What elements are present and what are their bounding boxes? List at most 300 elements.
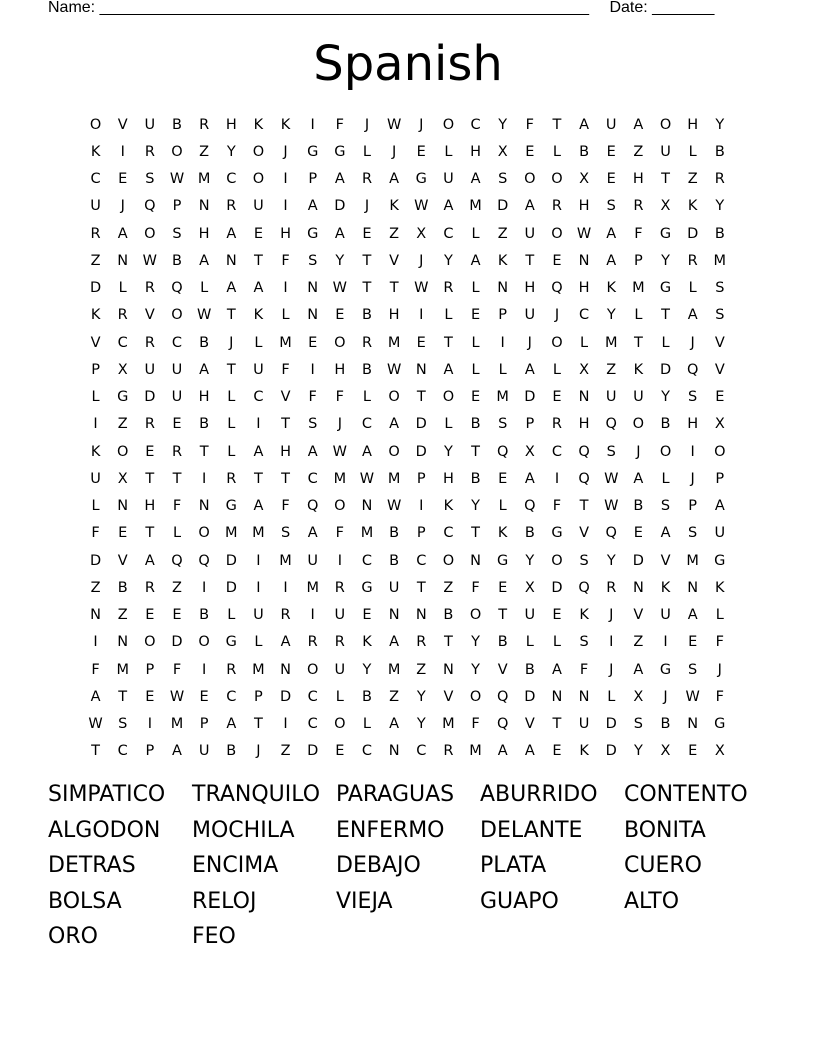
grid-letter[interactable]: E <box>416 334 426 351</box>
grid-letter[interactable]: I <box>93 634 98 651</box>
grid-letter[interactable]: R <box>144 334 155 351</box>
grid-letter[interactable]: F <box>308 389 317 406</box>
grid-letter[interactable]: P <box>498 307 508 324</box>
grid-letter[interactable]: R <box>144 579 155 596</box>
grid-letter[interactable]: U <box>144 116 156 133</box>
grid-letter[interactable]: C <box>443 225 454 242</box>
grid-letter[interactable]: B <box>199 416 210 433</box>
grid-letter[interactable]: Y <box>661 252 670 269</box>
grid-letter[interactable]: S <box>308 416 318 433</box>
grid-letter[interactable]: V <box>117 116 128 133</box>
grid-letter[interactable]: I <box>310 116 315 133</box>
grid-letter[interactable]: A <box>389 716 400 733</box>
date-field[interactable]: Date: _______ <box>609 0 715 16</box>
grid-letter[interactable]: A <box>497 743 508 760</box>
grid-letter[interactable]: J <box>256 743 261 760</box>
grid-letter[interactable]: D <box>415 443 427 460</box>
grid-letter[interactable]: I <box>690 443 695 460</box>
grid-letter[interactable]: N <box>198 498 210 515</box>
grid-letter[interactable]: L <box>172 525 182 542</box>
grid-letter[interactable]: T <box>633 334 643 351</box>
grid-letter[interactable]: D <box>89 280 102 297</box>
grid-letter[interactable]: K <box>497 525 508 542</box>
grid-letter[interactable]: T <box>416 389 426 406</box>
grid-letter[interactable]: U <box>524 307 536 324</box>
grid-letter[interactable]: B <box>172 116 182 133</box>
grid-letter[interactable]: A <box>714 498 725 515</box>
grid-letter[interactable]: E <box>253 225 263 242</box>
grid-letter[interactable]: L <box>471 280 480 297</box>
grid-letter[interactable]: T <box>253 716 263 733</box>
grid-letter[interactable]: K <box>579 607 589 624</box>
grid-letter[interactable]: B <box>443 607 454 624</box>
grid-letter[interactable]: U <box>198 743 210 760</box>
grid-letter[interactable]: O <box>334 716 346 733</box>
grid-letter[interactable]: I <box>310 607 315 624</box>
grid-letter[interactable]: H <box>578 416 590 433</box>
grid-letter[interactable]: D <box>225 552 237 569</box>
grid-letter[interactable]: L <box>661 470 670 487</box>
grid-letter[interactable]: F <box>281 361 290 378</box>
grid-letter[interactable]: A <box>389 171 400 188</box>
grid-letter[interactable]: A <box>117 225 128 242</box>
grid-letter[interactable]: W <box>386 116 402 133</box>
grid-letter[interactable]: I <box>419 498 424 515</box>
grid-letter[interactable]: O <box>144 634 156 651</box>
grid-letter[interactable]: I <box>256 552 261 569</box>
grid-letter[interactable]: T <box>416 579 426 596</box>
grid-letter[interactable]: A <box>524 361 535 378</box>
grid-letter[interactable]: C <box>470 116 481 133</box>
grid-letter[interactable]: V <box>633 607 644 624</box>
grid-letter[interactable]: R <box>334 579 345 596</box>
grid-letter[interactable]: J <box>337 416 342 433</box>
grid-letter[interactable]: C <box>226 171 237 188</box>
grid-letter[interactable]: L <box>254 634 263 651</box>
grid-letter[interactable]: C <box>117 743 128 760</box>
grid-letter[interactable]: T <box>389 280 399 297</box>
grid-letter[interactable]: X <box>117 470 128 487</box>
grid-letter[interactable]: X <box>633 688 644 705</box>
grid-letter[interactable]: Z <box>633 634 644 651</box>
grid-letter[interactable]: U <box>90 198 101 215</box>
grid-letter[interactable]: C <box>443 525 454 542</box>
grid-letter[interactable]: Q <box>551 280 563 297</box>
grid-letter[interactable]: O <box>144 225 156 242</box>
grid-letter[interactable]: N <box>551 688 563 705</box>
grid-letter[interactable]: O <box>551 171 563 188</box>
grid-letter[interactable]: K <box>253 116 264 133</box>
grid-letter[interactable]: L <box>335 688 344 705</box>
grid-letter[interactable]: R <box>416 634 427 651</box>
grid-letter[interactable]: O <box>632 416 645 433</box>
grid-letter[interactable]: E <box>688 634 698 651</box>
grid-letter[interactable]: C <box>90 171 101 188</box>
grid-letter[interactable]: V <box>389 252 400 269</box>
grid-letter[interactable]: A <box>253 443 264 460</box>
grid-letter[interactable]: O <box>442 552 455 569</box>
grid-letter[interactable]: Y <box>715 116 725 133</box>
grid-letter[interactable]: R <box>361 334 373 351</box>
grid-letter[interactable]: L <box>227 443 236 460</box>
grid-letter[interactable]: E <box>172 416 182 433</box>
grid-letter[interactable]: M <box>387 661 401 678</box>
grid-letter[interactable]: L <box>471 361 480 378</box>
grid-letter[interactable]: E <box>688 743 698 760</box>
grid-letter[interactable]: S <box>498 171 508 188</box>
grid-letter[interactable]: T <box>525 252 535 269</box>
grid-letter[interactable]: Q <box>198 552 210 569</box>
grid-letter[interactable]: T <box>145 525 155 542</box>
grid-letter[interactable]: T <box>145 470 155 487</box>
grid-letter[interactable]: M <box>360 525 374 542</box>
grid-letter[interactable]: L <box>254 334 263 351</box>
grid-letter[interactable]: Y <box>715 198 725 215</box>
grid-letter[interactable]: E <box>335 743 345 760</box>
grid-letter[interactable]: J <box>690 470 695 487</box>
grid-letter[interactable]: Y <box>471 498 480 515</box>
grid-letter[interactable]: A <box>280 634 291 651</box>
grid-letter[interactable]: B <box>660 416 671 433</box>
grid-letter[interactable]: L <box>444 143 453 160</box>
grid-letter[interactable]: R <box>226 661 237 678</box>
grid-letter[interactable]: A <box>226 280 237 297</box>
grid-letter[interactable]: H <box>225 116 237 133</box>
grid-letter[interactable]: D <box>307 743 319 760</box>
grid-letter[interactable]: G <box>225 498 237 515</box>
grid-letter[interactable]: H <box>198 225 210 242</box>
grid-letter[interactable]: A <box>253 280 264 297</box>
grid-letter[interactable]: F <box>335 389 344 406</box>
grid-letter[interactable]: A <box>307 525 318 542</box>
grid-letter[interactable]: G <box>714 552 726 569</box>
grid-letter[interactable]: Q <box>605 525 617 542</box>
grid-letter[interactable]: Z <box>389 225 400 242</box>
grid-letter[interactable]: E <box>308 334 318 351</box>
grid-letter[interactable]: W <box>414 198 429 215</box>
grid-letter[interactable]: A <box>389 634 400 651</box>
grid-letter[interactable]: E <box>552 607 562 624</box>
grid-letter[interactable]: Y <box>335 252 345 269</box>
grid-letter[interactable]: R <box>144 416 155 433</box>
grid-letter[interactable]: G <box>497 552 509 569</box>
grid-letter[interactable]: I <box>419 307 424 324</box>
grid-letter[interactable]: N <box>388 743 400 760</box>
grid-letter[interactable]: V <box>117 552 128 569</box>
grid-letter[interactable]: S <box>498 416 508 433</box>
grid-letter[interactable]: C <box>416 552 427 569</box>
grid-letter[interactable]: R <box>199 116 210 133</box>
grid-letter[interactable]: T <box>253 470 263 487</box>
grid-letter[interactable]: A <box>307 198 318 215</box>
grid-letter[interactable]: Z <box>416 661 427 678</box>
grid-letter[interactable]: C <box>307 716 318 733</box>
grid-letter[interactable]: Z <box>633 143 644 160</box>
grid-letter[interactable]: O <box>334 334 346 351</box>
grid-letter[interactable]: K <box>389 198 399 215</box>
grid-letter[interactable]: N <box>307 307 319 324</box>
grid-letter[interactable]: J <box>554 307 560 324</box>
grid-letter[interactable]: M <box>387 470 401 487</box>
grid-letter[interactable]: M <box>279 334 292 351</box>
grid-letter[interactable]: I <box>283 198 288 215</box>
grid-letter[interactable]: V <box>524 716 535 733</box>
grid-letter[interactable]: A <box>90 688 101 705</box>
grid-letter[interactable]: Z <box>443 579 454 596</box>
grid-letter[interactable]: R <box>551 198 562 215</box>
grid-letter[interactable]: I <box>120 143 125 160</box>
grid-letter[interactable]: E <box>416 143 426 160</box>
grid-letter[interactable]: H <box>388 307 400 324</box>
grid-letter[interactable]: L <box>281 307 290 324</box>
grid-letter[interactable]: D <box>497 198 509 215</box>
grid-letter[interactable]: B <box>470 416 481 433</box>
grid-letter[interactable]: G <box>659 225 672 242</box>
grid-letter[interactable]: A <box>172 743 182 760</box>
grid-letter[interactable]: J <box>419 252 424 269</box>
grid-letter[interactable]: I <box>147 716 152 733</box>
grid-letter[interactable]: N <box>117 498 129 515</box>
grid-letter[interactable]: N <box>117 252 129 269</box>
grid-letter[interactable]: U <box>660 607 671 624</box>
grid-letter[interactable]: L <box>471 225 480 242</box>
grid-letter[interactable]: V <box>660 552 671 569</box>
grid-letter[interactable]: H <box>524 280 536 297</box>
grid-letter[interactable]: M <box>170 716 184 733</box>
grid-letter[interactable]: Z <box>199 143 210 160</box>
grid-letter[interactable]: W <box>142 252 158 269</box>
grid-letter[interactable]: T <box>552 116 562 133</box>
grid-letter[interactable]: V <box>579 525 590 542</box>
grid-letter[interactable]: I <box>283 171 288 188</box>
grid-letter[interactable]: A <box>443 198 454 215</box>
grid-letter[interactable]: T <box>443 334 453 351</box>
grid-letter[interactable]: P <box>416 525 426 542</box>
grid-letter[interactable]: Z <box>90 252 101 269</box>
grid-letter[interactable]: U <box>144 361 156 378</box>
grid-letter[interactable]: R <box>144 280 155 297</box>
grid-letter[interactable]: A <box>687 607 698 624</box>
grid-letter[interactable]: R <box>443 743 454 760</box>
grid-letter[interactable]: E <box>633 525 643 542</box>
grid-letter[interactable]: C <box>171 334 183 351</box>
grid-letter[interactable]: U <box>714 525 726 542</box>
grid-letter[interactable]: I <box>554 470 560 487</box>
grid-letter[interactable]: W <box>604 470 619 487</box>
grid-letter[interactable]: H <box>280 225 291 242</box>
grid-letter[interactable]: M <box>469 743 482 760</box>
grid-letter[interactable]: Q <box>578 443 590 460</box>
grid-letter[interactable]: E <box>552 743 562 760</box>
grid-letter[interactable]: I <box>283 280 288 297</box>
grid-letter[interactable]: N <box>388 607 400 624</box>
grid-letter[interactable]: X <box>117 361 128 378</box>
grid-letter[interactable]: O <box>469 688 482 705</box>
grid-letter[interactable]: F <box>172 661 182 678</box>
grid-letter[interactable]: Z <box>90 579 101 596</box>
grid-letter[interactable]: B <box>362 307 372 324</box>
grid-letter[interactable]: L <box>471 334 480 351</box>
grid-letter[interactable]: L <box>580 334 589 351</box>
grid-letter[interactable]: M <box>333 470 347 487</box>
grid-letter[interactable]: G <box>551 525 563 542</box>
grid-letter[interactable]: F <box>91 661 100 678</box>
grid-letter[interactable]: L <box>91 498 100 515</box>
grid-letter[interactable]: Q <box>171 280 183 297</box>
grid-letter[interactable]: E <box>552 389 562 406</box>
grid-letter[interactable]: A <box>524 743 535 760</box>
grid-letter[interactable]: U <box>524 607 536 624</box>
grid-letter[interactable]: C <box>226 688 237 705</box>
grid-letter[interactable]: J <box>690 334 695 351</box>
grid-letter[interactable]: T <box>91 743 100 760</box>
grid-letter[interactable]: E <box>118 171 128 188</box>
grid-letter[interactable]: V <box>714 361 725 378</box>
grid-letter[interactable]: T <box>253 252 263 269</box>
grid-letter[interactable]: Y <box>606 307 616 324</box>
grid-letter[interactable]: C <box>361 743 373 760</box>
grid-letter[interactable]: M <box>197 171 211 188</box>
grid-letter[interactable]: E <box>470 307 481 324</box>
grid-letter[interactable]: N <box>442 661 454 678</box>
grid-letter[interactable]: F <box>579 661 589 678</box>
grid-letter[interactable]: S <box>660 498 671 515</box>
grid-letter[interactable]: T <box>226 307 236 324</box>
grid-letter[interactable]: P <box>715 470 725 487</box>
grid-letter[interactable]: J <box>527 334 532 351</box>
grid-letter[interactable]: Y <box>606 552 616 569</box>
grid-letter[interactable]: J <box>636 443 641 460</box>
grid-letter[interactable]: F <box>335 116 344 133</box>
grid-letter[interactable]: L <box>444 307 453 324</box>
grid-letter[interactable]: D <box>415 416 427 433</box>
grid-letter[interactable]: A <box>633 470 644 487</box>
grid-letter[interactable]: A <box>606 252 617 269</box>
grid-letter[interactable]: N <box>578 688 590 705</box>
grid-letter[interactable]: E <box>606 143 616 160</box>
grid-letter[interactable]: T <box>281 470 290 487</box>
grid-letter[interactable]: F <box>281 498 290 515</box>
grid-letter[interactable]: N <box>90 607 101 624</box>
grid-letter[interactable]: S <box>579 552 589 569</box>
grid-letter[interactable]: B <box>524 661 535 678</box>
grid-letter[interactable]: H <box>144 498 156 515</box>
grid-letter[interactable]: L <box>498 361 507 378</box>
grid-letter[interactable]: Z <box>172 579 182 596</box>
grid-letter[interactable]: N <box>687 716 699 733</box>
grid-letter[interactable]: L <box>634 307 643 324</box>
grid-letter[interactable]: O <box>388 443 400 460</box>
grid-letter[interactable]: P <box>416 470 426 487</box>
grid-letter[interactable]: G <box>307 225 319 242</box>
grid-letter[interactable]: P <box>254 688 263 705</box>
grid-letter[interactable]: A <box>660 525 671 542</box>
grid-letter[interactable]: T <box>579 498 589 515</box>
grid-letter[interactable]: R <box>90 225 101 242</box>
grid-letter[interactable]: V <box>144 307 155 324</box>
grid-letter[interactable]: I <box>283 716 288 733</box>
grid-letter[interactable]: O <box>551 225 563 242</box>
grid-letter[interactable]: J <box>229 334 234 351</box>
grid-letter[interactable]: B <box>389 552 400 569</box>
grid-letter[interactable]: L <box>661 334 670 351</box>
grid-letter[interactable]: Z <box>280 743 291 760</box>
grid-letter[interactable]: G <box>659 280 672 297</box>
grid-letter[interactable]: T <box>661 307 670 324</box>
grid-letter[interactable]: P <box>172 198 182 215</box>
grid-letter[interactable]: C <box>361 552 373 569</box>
grid-letter[interactable]: B <box>470 470 481 487</box>
grid-letter[interactable]: O <box>551 552 563 569</box>
grid-letter[interactable]: G <box>415 171 427 188</box>
grid-letter[interactable]: S <box>606 198 616 215</box>
grid-letter[interactable]: W <box>604 498 619 515</box>
grid-letter[interactable]: L <box>362 389 372 406</box>
grid-letter[interactable]: U <box>253 607 264 624</box>
grid-letter[interactable]: O <box>334 498 346 515</box>
grid-letter[interactable]: A <box>389 416 400 433</box>
grid-letter[interactable]: Q <box>578 579 590 596</box>
grid-letter[interactable]: B <box>633 498 644 515</box>
grid-letter[interactable]: Q <box>496 716 509 733</box>
grid-letter[interactable]: F <box>172 498 182 515</box>
grid-letter[interactable]: K <box>579 743 589 760</box>
name-field[interactable]: Name: _______________________________________________________ <box>48 0 589 16</box>
grid-letter[interactable]: M <box>496 389 509 406</box>
grid-letter[interactable]: Z <box>117 416 128 433</box>
grid-letter[interactable]: O <box>469 607 482 624</box>
grid-letter[interactable]: E <box>199 688 209 705</box>
grid-letter[interactable]: S <box>715 280 725 297</box>
grid-letter[interactable]: R <box>714 171 725 188</box>
grid-letter[interactable]: O <box>388 389 400 406</box>
grid-letter[interactable]: P <box>91 361 100 378</box>
grid-letter[interactable]: B <box>117 579 128 596</box>
grid-letter[interactable]: G <box>361 579 373 596</box>
grid-letter[interactable]: M <box>469 198 482 215</box>
grid-letter[interactable]: L <box>200 280 209 297</box>
grid-letter[interactable]: U <box>90 470 101 487</box>
grid-letter[interactable]: L <box>498 498 507 515</box>
grid-letter[interactable]: D <box>334 198 346 215</box>
grid-letter[interactable]: V <box>497 661 508 678</box>
grid-letter[interactable]: D <box>659 361 672 378</box>
grid-letter[interactable]: O <box>252 143 265 160</box>
grid-letter[interactable]: D <box>632 552 644 569</box>
grid-letter[interactable]: Z <box>606 361 617 378</box>
grid-letter[interactable]: U <box>660 143 671 160</box>
grid-letter[interactable]: P <box>199 716 209 733</box>
grid-letter[interactable]: I <box>663 634 668 651</box>
grid-letter[interactable]: A <box>524 198 535 215</box>
grid-letter[interactable]: Y <box>443 443 453 460</box>
grid-letter[interactable]: E <box>335 307 345 324</box>
grid-letter[interactable]: U <box>334 661 346 678</box>
grid-letter[interactable]: S <box>688 525 698 542</box>
grid-letter[interactable]: M <box>116 661 129 678</box>
grid-letter[interactable]: C <box>253 389 264 406</box>
grid-letter[interactable]: N <box>497 280 509 297</box>
grid-letter[interactable]: S <box>715 307 725 324</box>
grid-letter[interactable]: I <box>201 661 207 678</box>
grid-letter[interactable]: M <box>279 552 292 569</box>
grid-letter[interactable]: Y <box>416 688 426 705</box>
grid-letter[interactable]: L <box>362 143 372 160</box>
grid-letter[interactable]: K <box>443 498 454 515</box>
grid-letter[interactable]: A <box>524 470 535 487</box>
grid-letter[interactable]: K <box>715 579 725 596</box>
grid-letter[interactable]: R <box>361 171 373 188</box>
